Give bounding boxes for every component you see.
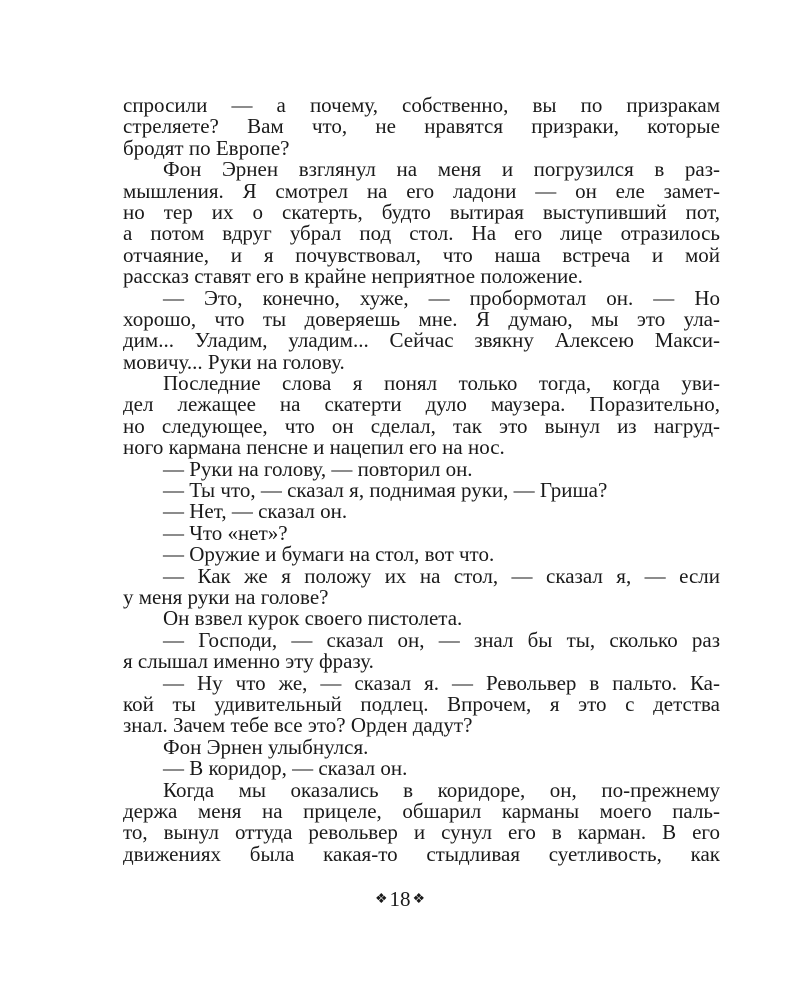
text-line: дим... Уладим, уладим... Сейчас звякну Алексею Макси-	[123, 328, 720, 353]
text-line: а потом вдруг убрал под стол. На его лице отразилось	[123, 221, 720, 246]
text-line: но следующее, что он сделал, так это вынул из нагруд-	[123, 413, 720, 438]
text-line: Он взвел курок своего пистолета.	[163, 606, 463, 631]
text-line: знал. Зачем тебе все это? Орден дадут?	[123, 713, 473, 738]
text-line: движениях была какая-то стыдливая суетливость, как	[123, 841, 720, 866]
text-line: я слышал именно эту фразу.	[123, 649, 374, 674]
text-line: отчаяние, и я почувствовал, что наша встреча и мой	[123, 242, 720, 267]
text-line: Когда мы оказались в коридоре, он, по-прежнему	[163, 777, 720, 802]
text-line: держа меня на прицеле, обшарил карманы моего паль-	[123, 798, 720, 823]
text-line: стреляете? Вам что, не нравятся призраки, которые	[123, 114, 720, 139]
text-line: но тер их о скатерть, будто вытирая выступивший пот,	[123, 199, 720, 224]
text-line: то, вынул оттуда револьвер и сунул его в карман. В его	[123, 820, 720, 845]
text-line: Фон Эрнен улыбнулся.	[163, 734, 369, 759]
page-body	[123, 95, 720, 865]
page-footer	[0, 887, 800, 912]
text-line: хорошо, что ты доверяешь мне. Я думаю, мы это ула-	[123, 306, 720, 331]
text-line: — Что «нет»?	[163, 520, 288, 545]
text-line: мовичу... Руки на голову.	[123, 349, 345, 374]
text-line: — Ну что же, — сказал я. — Револьвер в пальто. Ка-	[163, 670, 720, 695]
text-line: — Это, конечно, хуже, — пробормотал он. — Но	[163, 285, 720, 310]
text-line: дел лежащее на скатерти дуло маузера. Поразительно,	[123, 392, 720, 417]
right-ornament-icon: ❖	[412, 892, 426, 907]
text-line: — Руки на голову, — повторил он.	[163, 456, 473, 481]
text-line: спросили — а почему, собственно, вы по призракам	[123, 93, 720, 117]
text-line: — Господи, — сказал он, — знал бы ты, сколько раз	[163, 627, 720, 652]
left-ornament-icon: ❖	[374, 892, 388, 907]
text-line: — В коридор, — сказал он.	[163, 756, 408, 781]
text-line: — Нет, — сказал он.	[163, 499, 348, 524]
text-line: у меня руки на голове?	[123, 584, 329, 609]
text-line: кой ты удивительный подлец. Впрочем, я это с детства	[123, 691, 720, 716]
text-line: рассказ ставят его в крайне неприятное положение.	[123, 264, 583, 289]
text-line: Фон Эрнен взглянул на меня и погрузился в раз-	[163, 157, 720, 182]
text-line: — Ты что, — сказал я, поднимая руки, — Гриша?	[163, 478, 608, 503]
text-line: ного кармана пенсне и нацепил его на нос.	[123, 435, 505, 460]
text-line: Последние слова я понял только тогда, когда уви-	[163, 371, 720, 396]
text-line: бродят по Европе?	[123, 135, 290, 160]
text-line: — Как же я положу их на стол, — сказал я, — если	[163, 563, 720, 588]
text-line: — Оружие и бумаги на стол, вот что.	[163, 542, 495, 567]
page-number: 18	[389, 887, 411, 911]
text-line: мышления. Я смотрел на его ладони — он еле замет-	[123, 178, 720, 203]
